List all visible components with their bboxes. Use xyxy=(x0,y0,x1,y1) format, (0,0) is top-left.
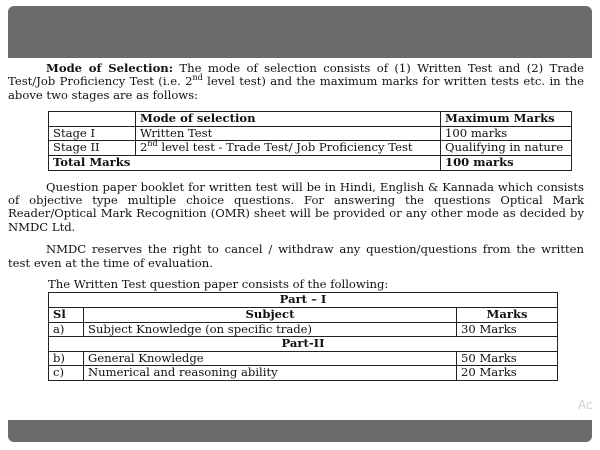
table-header-row: Sl Subject Marks xyxy=(49,308,558,323)
table-row: Stage II 2nd level test - Trade Test/ Job Proficiency Test Qualifying in nature xyxy=(49,141,572,156)
top-gray-bar xyxy=(8,6,592,58)
watermark-text: Ac xyxy=(578,398,593,412)
document-content xyxy=(8,62,584,381)
mode-of-selection-heading: Mode of Selection: xyxy=(46,61,174,75)
written-test-table xyxy=(48,292,558,381)
bottom-gray-bar xyxy=(8,420,592,442)
intro-paragraph: Mode of Selection: The mode of selection consists of (1) Written Test and (2) Trade Test/Job Proficiency Test (i.e. 2nd level test) and the maximum marks for written tests etc. in the above two stages are as follows: xyxy=(8,61,584,102)
selection-stages-table xyxy=(48,111,572,170)
table-header-row: Mode of selection Maximum Marks xyxy=(49,112,572,127)
part-two-row: Part-II xyxy=(49,337,558,352)
written-test-intro: The Written Test question paper consists of the following: xyxy=(48,277,389,292)
question-booklet-paragraph: Question paper booklet for written test will be in Hindi, English & Kannada which consists of objective type multiple choice questions. For answering the questions Optical Mark Reader/Optical Mark Recognition (OMR) sheet will be provided or any other mode as decided by NMDC Ltd. xyxy=(8,179,584,234)
table-row: Stage I Written Test 100 marks xyxy=(49,126,572,141)
total-row: Total Marks 100 marks xyxy=(49,156,572,171)
table-row: a) Subject Knowledge (on specific trade) 30 Marks xyxy=(49,322,558,337)
table-row: b) General Knowledge 50 Marks xyxy=(49,351,558,366)
table-row: c) Numerical and reasoning ability 20 Marks xyxy=(49,366,558,381)
nmdc-rights-paragraph: NMDC reserves the right to cancel / withdraw any question/questions from the written test even at the time of evaluation. xyxy=(8,242,584,270)
part-one-row: Part – I xyxy=(49,293,558,308)
